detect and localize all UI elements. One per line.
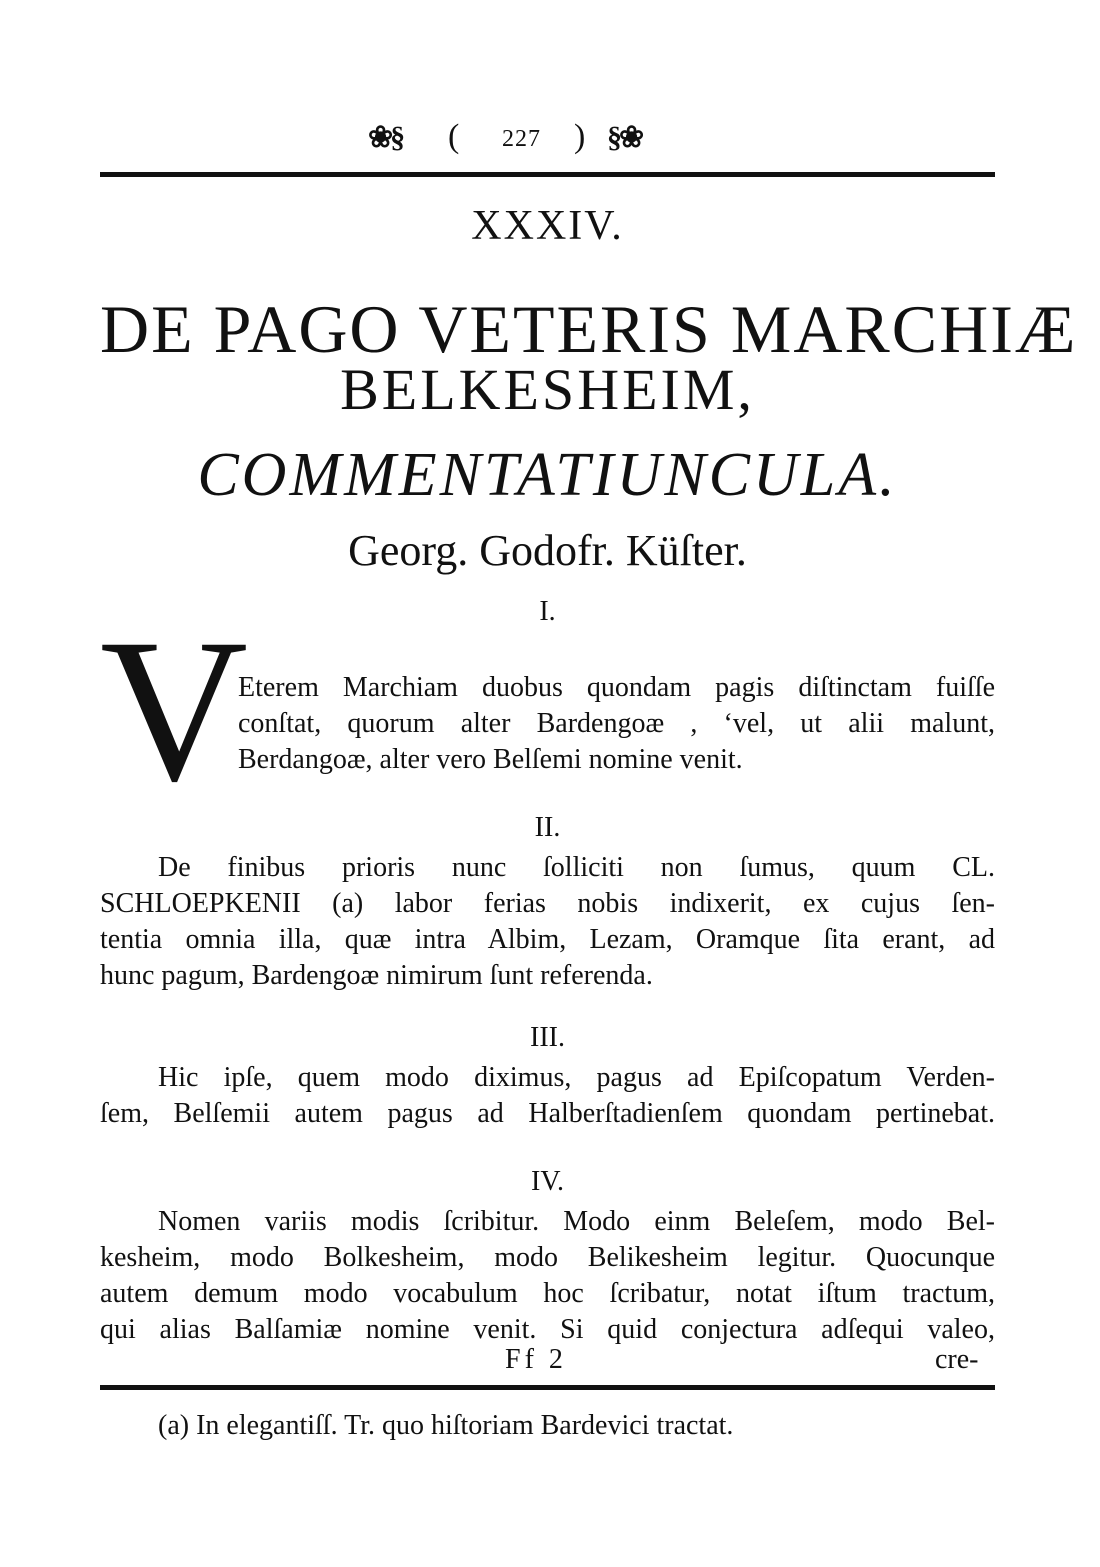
text-line: ſem, Belſemii autem pagus ad Halberſtadienſem quondam pertinebat. [100,1098,995,1129]
text-line: autem demum modo vocabulum hoc ſcribatur, notat iſtum tractum, [100,1278,995,1309]
catchword: cre- [935,1344,979,1375]
title-line-2: BELKESHEIM, [340,357,755,422]
text-line: Nomen variis modis ſcribitur. Modo einm Beleſem, modo Bel- [158,1206,995,1237]
section-number-4: IV. [531,1166,564,1197]
chapter-number: XXXIV. [471,203,624,249]
header-rule [100,172,995,177]
text-line: kesheim, modo Bolkesheim, modo Belikesheim legitur. Quocunque [100,1242,995,1273]
section-number-1: I. [539,596,556,627]
page-number: 227 [502,126,541,152]
section-number-2: II. [534,812,561,843]
text-line: De finibus prioris nunc ſolliciti non ſumus, quum CL. [158,852,995,883]
author: Georg. Godofr. Küſter. [348,526,747,575]
subtitle: COMMENTATIUNCULA. [197,441,898,509]
text-line: Eterem Marchiam duobus quondam pagis diſtinctam fuiſſe [238,672,995,703]
text-line: SCHLOEPKENII (a) labor ferias nobis indixerit, ex cujus ſen- [100,888,995,919]
title-line-1: DE PAGO VETERIS MARCHIÆ [100,291,1078,367]
text-line: tentia omnia illa, quæ intra Albim, Lezam, Oramque ſita erant, ad [100,924,995,955]
section-number-3: III. [530,1022,565,1053]
drop-capital: V [100,597,249,824]
running-header [100,118,995,158]
text-line: Hic ipſe, quem modo diximus, pagus ad Epiſcopatum Verden- [158,1062,995,1093]
ornament-right-icon: §❀ [607,121,642,154]
header-paren-open: ( [448,118,460,155]
text-line: conſtat, quorum alter Bardengoæ , ‘vel, ut alii malunt, [238,708,995,739]
header-paren-close: ) [574,118,586,155]
ornament-left-icon: ❀§ [368,121,403,154]
footnote-rule [100,1385,995,1390]
signature-mark: Ff 2 [505,1344,567,1375]
text-line: hunc pagum, Bardengoæ nimirum ſunt referenda. [100,960,653,991]
footnote: (a) In elegantiſſ. Tr. quo hiſtoriam Bardevici tractat. [158,1410,734,1441]
text-line: qui alias Balſamiæ nomine venit. Si quid conjectura adſequi valeo, [100,1314,995,1345]
text-line: Berdangoæ, alter vero Belſemi nomine venit. [238,744,743,775]
